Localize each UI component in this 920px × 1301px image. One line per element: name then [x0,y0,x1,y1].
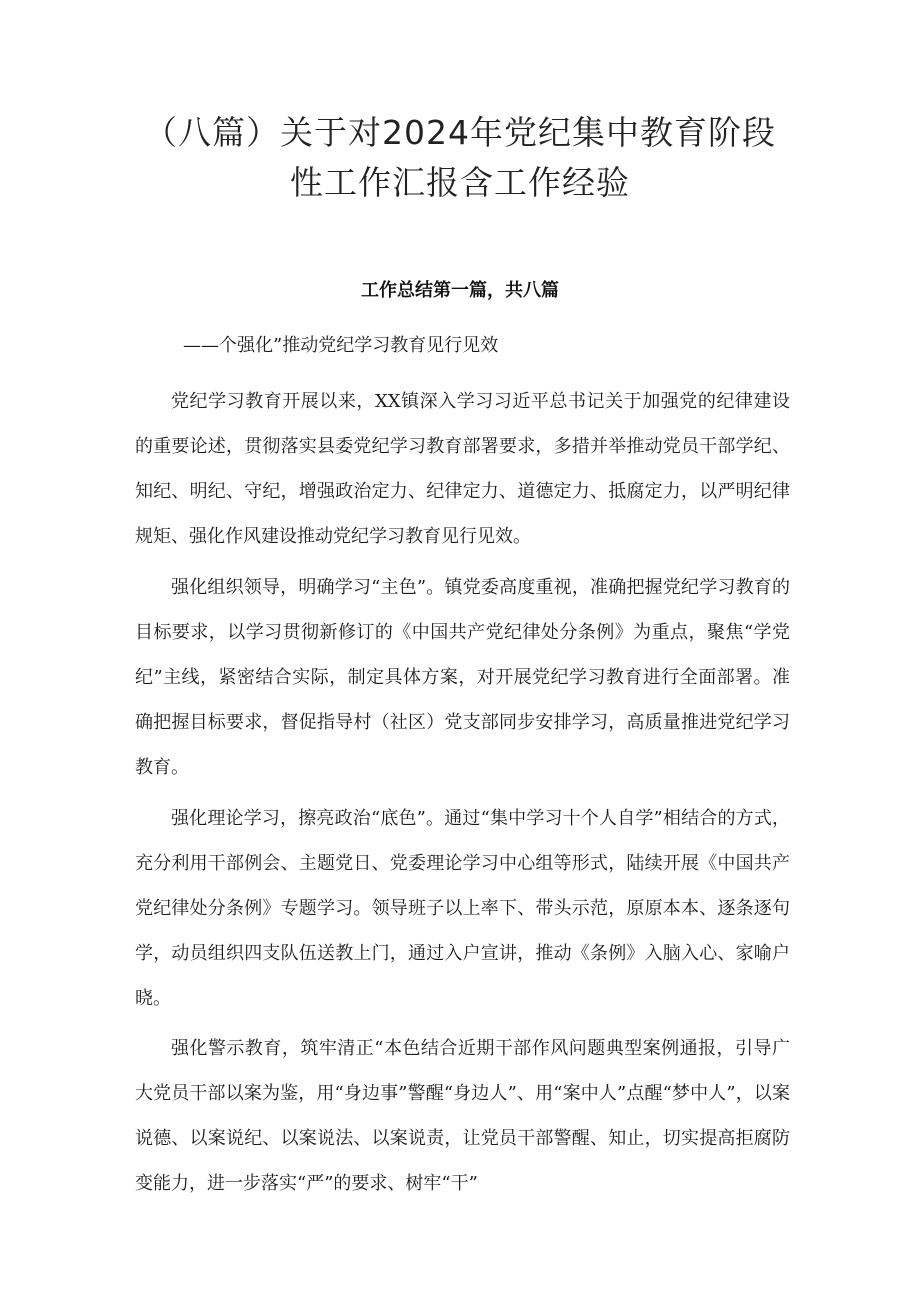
document-title [100,108,820,208]
document-title-line-2: 性工作汇报含工作经验 [290,163,630,202]
body-paragraph-2: 强化组织领导，明确学习“主色”。镇党委高度重视，准确把握党纪学习教育的目标要求，以学习贯彻新修订的《中国共产党纪律处分条例》为重点，聚焦“学党纪”主线，紧密结合实际，制定具体方案，对开展党纪学习教育进行全面部署。准确把握目标要求，督促指导村（社区）党支部同步安排学习，高质量推进党纪学习教育。 [135,577,790,778]
section-subtitle: ——个强化”推动党纪学习教育见行见效 [183,335,499,356]
document-title-line-1: （八篇）关于对2024年党纪集中教育阶段 [144,113,776,152]
body-paragraph-4: 强化警示教育，筑牢清正“本色结合近期干部作风问题典型案例通报，引导广大党员干部以案为鉴，用“身边事”警醒“身边人”、用“案中人”点醒“梦中人”，以案说德、以案说纪、以案说法、以案说责，让党员干部警醒、知止，切实提高拒腐防变能力，进一步落实“严”的要求、树牢“干” [135,1038,790,1194]
body-paragraph-1: 党纪学习教育开展以来，XX镇深入学习习近平总书记关于加强党的纪律建设的重要论述，贯彻落实县委党纪学习教育部署要求，多措并举推动党员干部学纪、知纪、明纪、守纪，增强政治定力、纪律定力、道德定力、抵腐定力，以严明纪律规矩、强化作风建设推动党纪学习教育见行见效。 [135,391,790,547]
body-paragraph-3: 强化理论学习，擦亮政治“底色”。通过“集中学习十个人自学”相结合的方式，充分利用干部例会、主题党日、党委理论学习中心组等形式，陆续开展《中国共产党纪律处分条例》专题学习。领导班子以上率下、带头示范，原原本本、逐条逐句学，动员组织四支队伍送教上门，通过入户宣讲，推动《条例》入脑入心、家喻户晓。 [135,808,790,1009]
section-title: 工作总结第一篇，共八篇 [361,280,559,301]
